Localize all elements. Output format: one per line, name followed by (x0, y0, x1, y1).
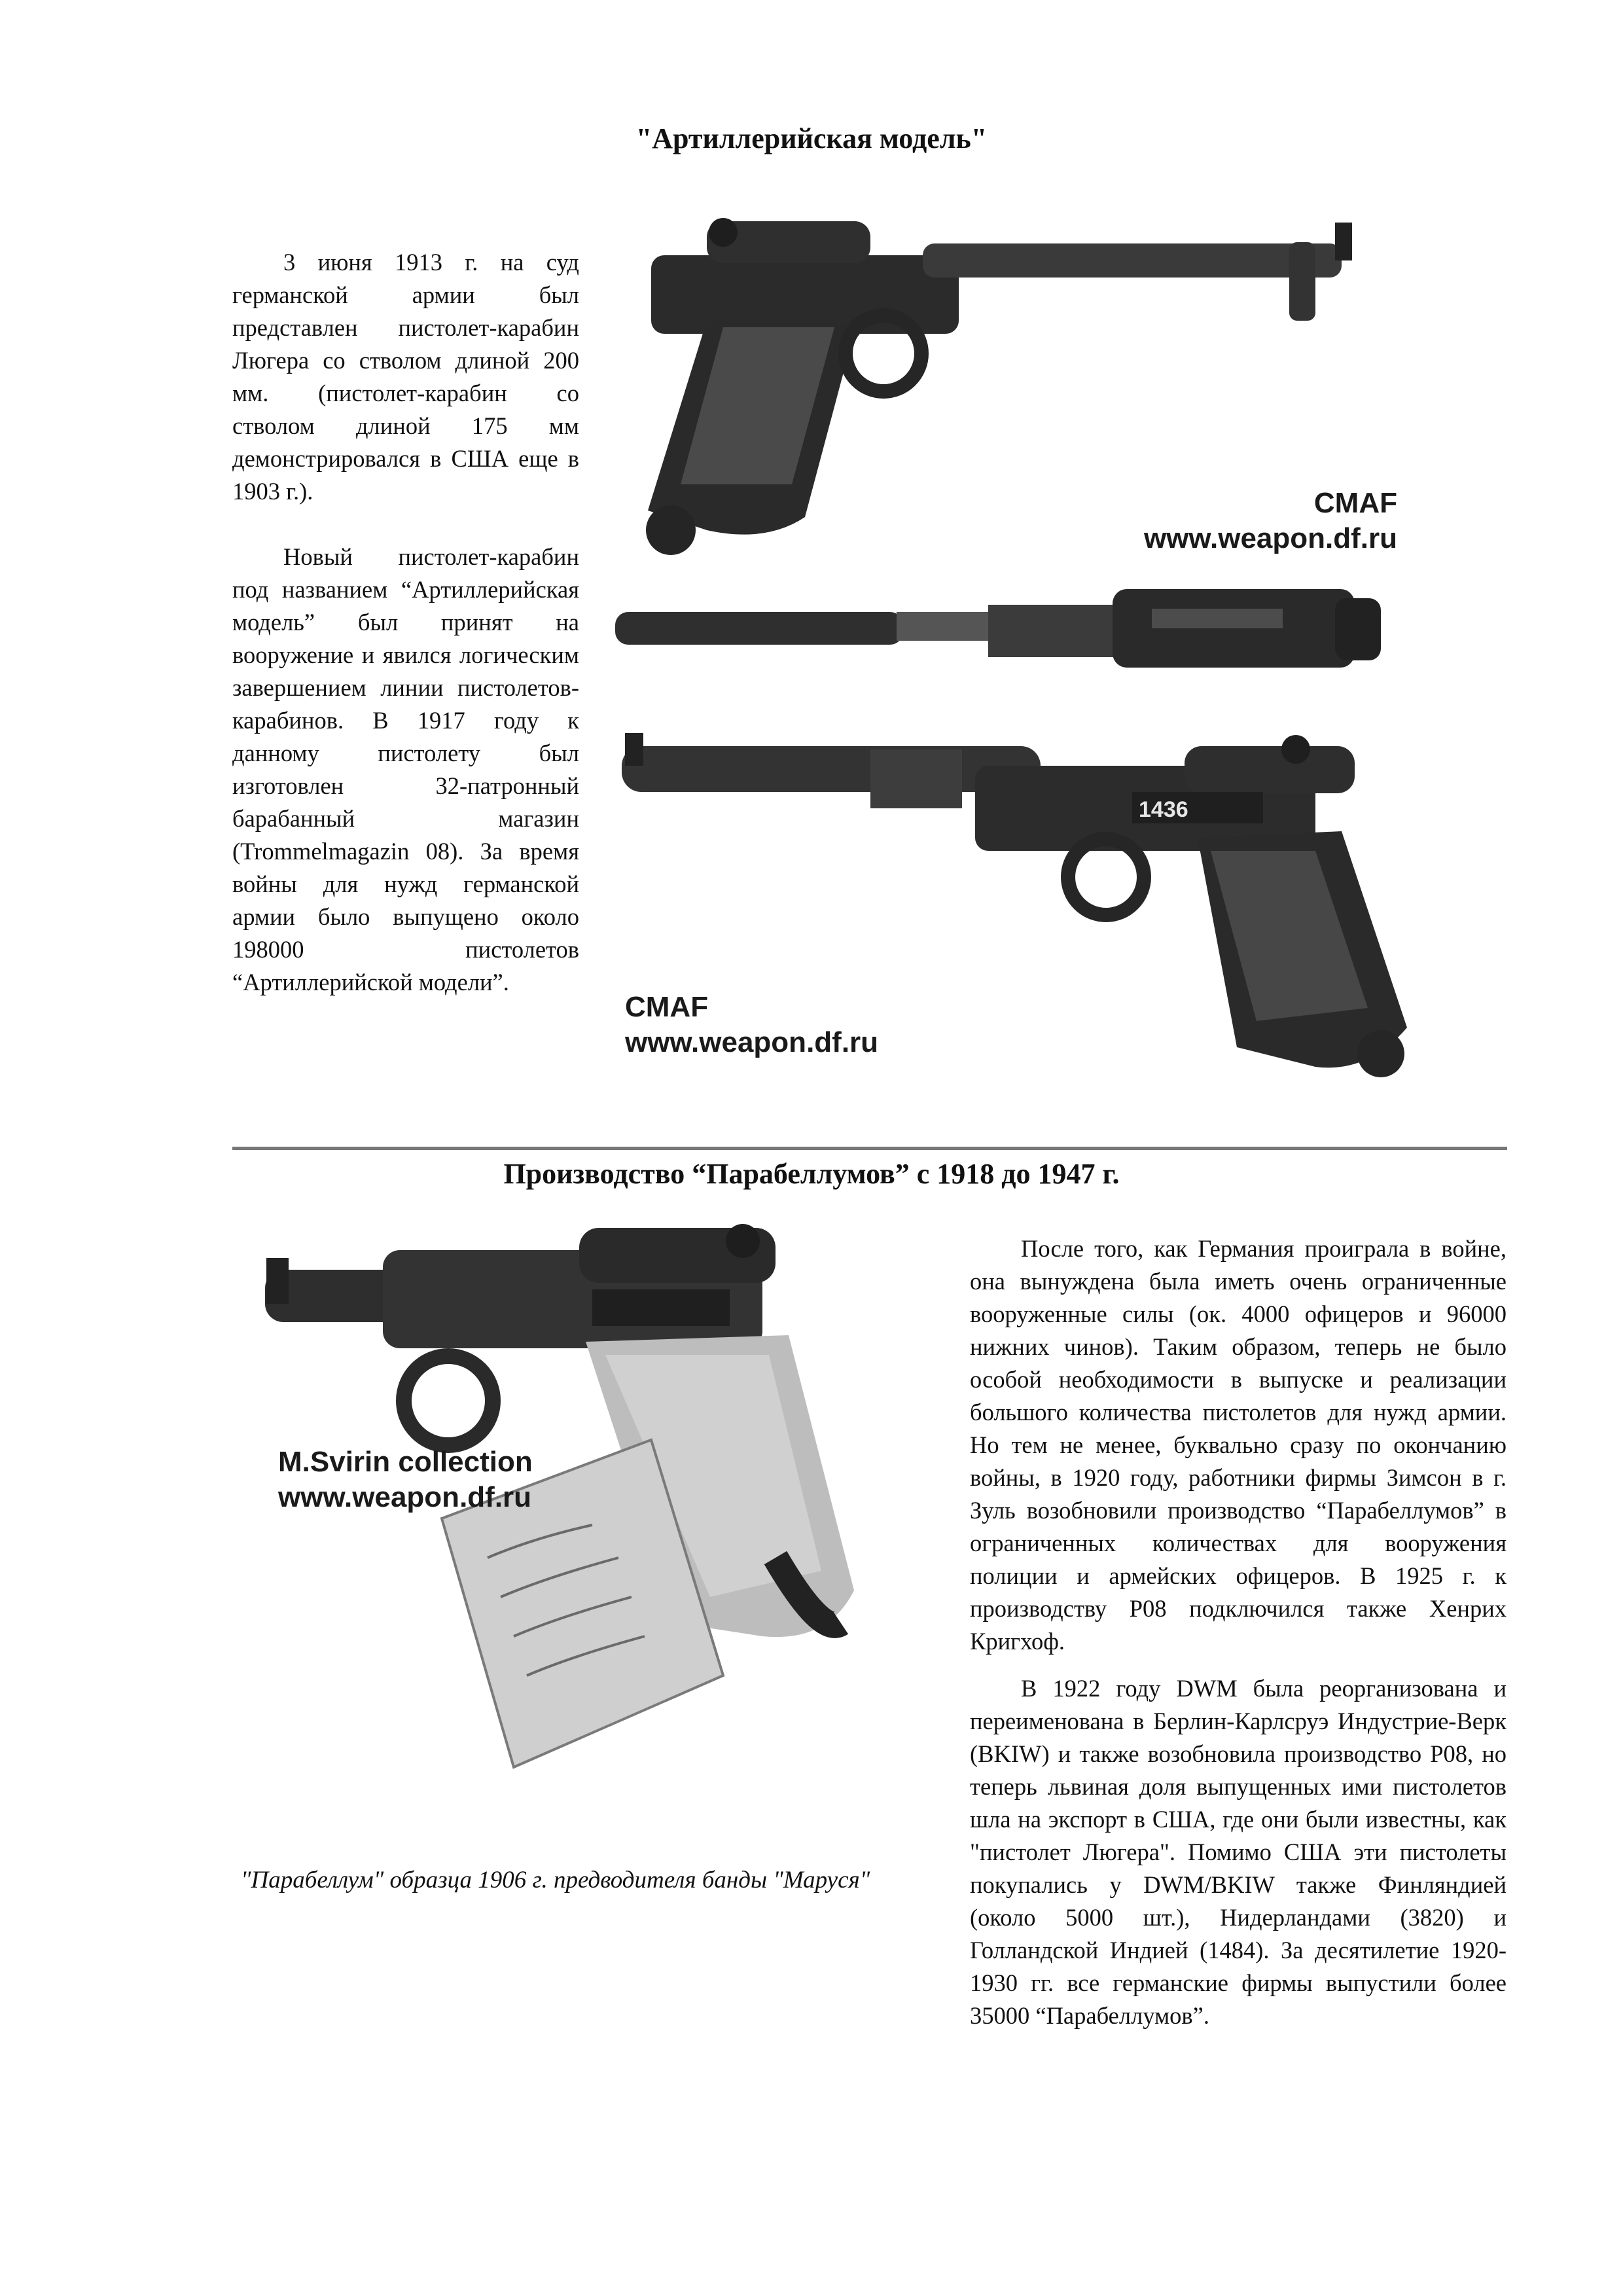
serial-number-text: 1436 (1139, 797, 1188, 822)
section-divider (232, 1147, 1507, 1150)
photo-caption: "Парабеллум" образца 1906 г. предводителя банды "Маруся" (241, 1867, 870, 1893)
watermark-cmaf-label: CMAF (1313, 487, 1397, 519)
artillery-paragraph-2: Новый пистолет-карабин под названием “Артиллерийская модель” был принят на вооружение и явился логическим завершением линии пистолетов-карабинов. В 1917 году к данному пистолету был изготовлен 32-патронный барабанный магазин (Trommelmagazin 08). За время войны для нужд германской армии было выпущено около 198000 пистолетов “Артиллерийской модели”. (232, 543, 579, 996)
production-paragraph-2: В 1922 году DWM была реорганизована и переименована в Берлин-Карлсруэ Индустрие-Верк (BKIW) и также возобновила производство P08, но теперь львиная доля выпущенных ими пистолетов шла на экспорт в США, где они были известны, как "пистолет Люгера". Помимо США эти пистолеты покупались у DWM/BKIW также Финляндией (около 5000 шт.), Нидерландами (3820) и Голландской Индией (1484). За десятилетие 1920-1930 гг. все германские фирмы выпустили более 35000 “Парабеллумов”. (970, 1675, 1507, 2029)
production-paragraph-1: После того, как Германия проиграла в войне, она вынуждена была иметь очень ограниченные вооруженные силы (ок. 4000 офицеров и 96000 нижних чинов). Таким образом, теперь не было особой необходимости в выпуске и реализации большого количества пистолетов для нужд армии. Но тем не менее, буквально сразу по окончанию войны, в 1920 году, работники фирмы Зимсон в г. Зуль возобновили производство “Парабеллумов” в ограниченных количествах для вооружения полиции и армейских офицеров. В 1925 г. к производству P08 подключился также Хенрих Кригхоф. (970, 1235, 1507, 1655)
section-title-production: Производство “Парабеллумов” с 1918 до 1947 г. (503, 1158, 1120, 1190)
watermark-url: www.weapon.df.ru (625, 1026, 879, 1058)
artillery-text (232, 246, 579, 999)
watermark-collection-label: M.Svirin collection (278, 1446, 533, 1478)
cmaf-watermark-top (1090, 486, 1397, 556)
production-text (970, 1232, 1507, 2032)
section-title-artillery: "Артиллерийская модель" (635, 122, 988, 154)
artillery-paragraph-1: 3 июня 1913 г. на суд германской армии был представлен пистолет-карабин Люгера со стволом длиной 200 мм. (пистолет-карабин со стволом длиной 175 мм демонстрировался в США еще в 1903 г.). (232, 249, 579, 505)
watermark-url: www.weapon.df.ru (1143, 522, 1397, 554)
artillery-luger-photo-top (609, 576, 1433, 694)
svirin-watermark (278, 1444, 533, 1515)
watermark-url: www.weapon.df.ru (278, 1481, 532, 1513)
cmaf-watermark-bottom (625, 990, 878, 1060)
watermark-cmaf-label: CMAF (625, 991, 709, 1023)
